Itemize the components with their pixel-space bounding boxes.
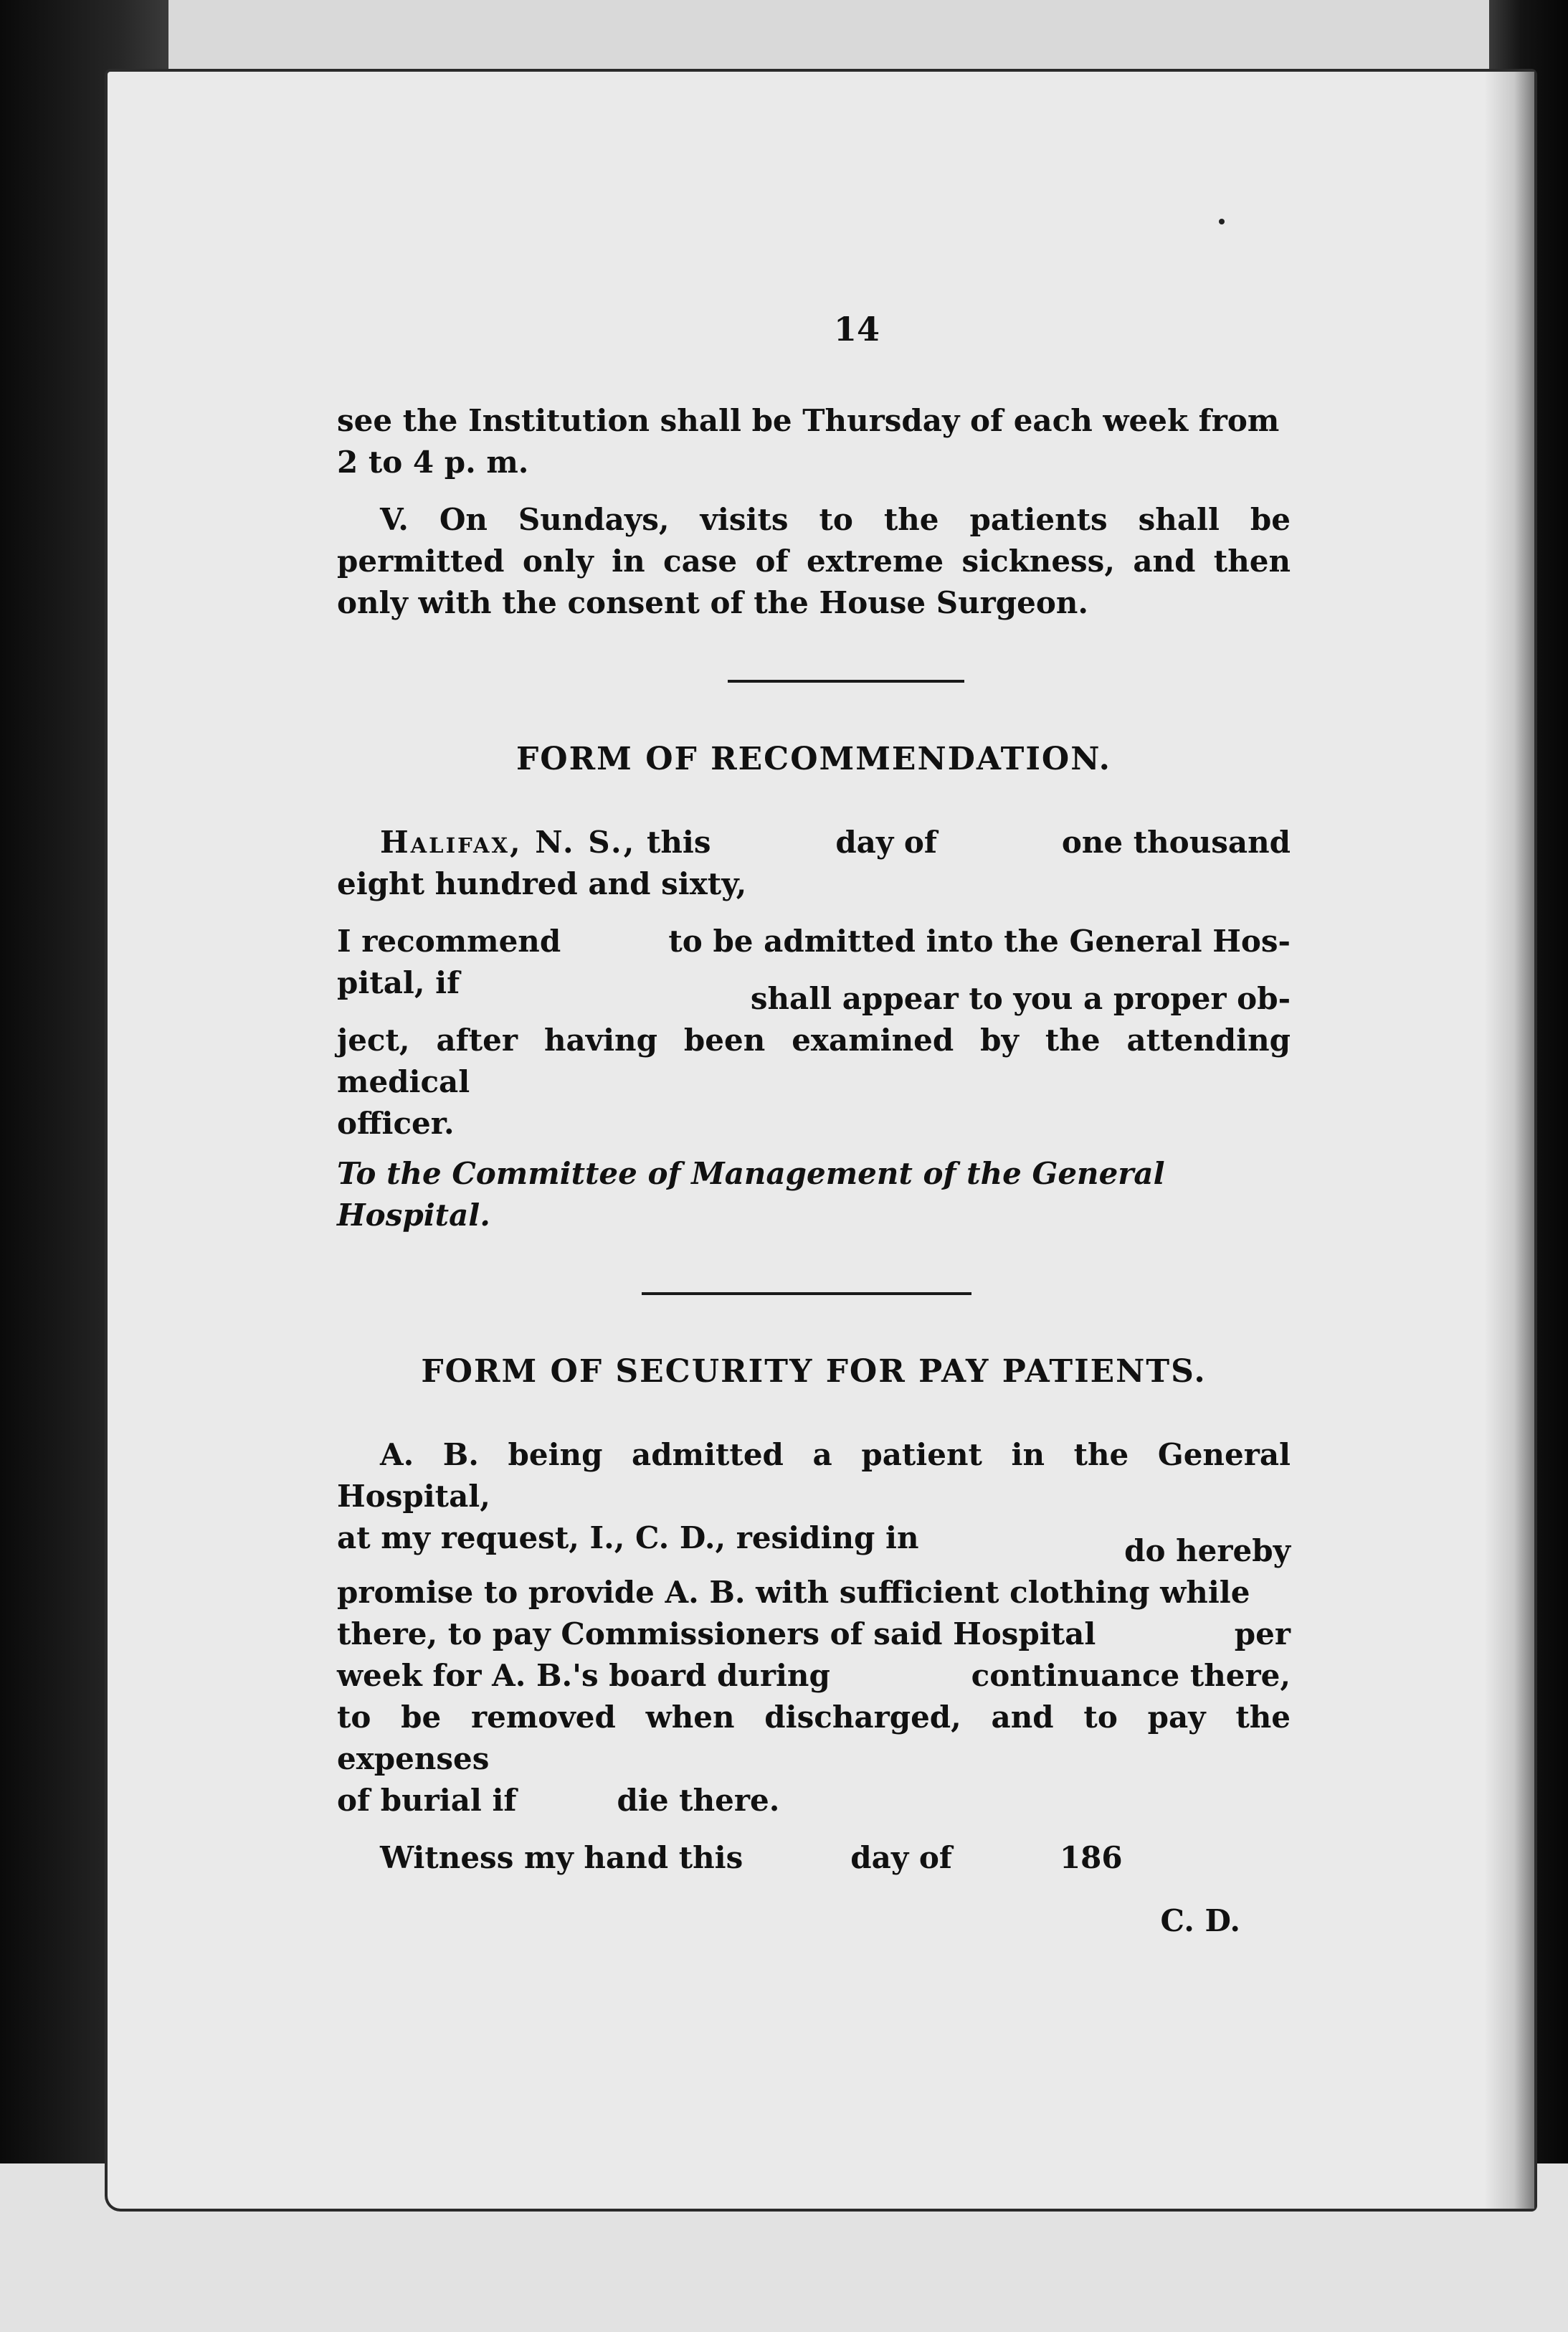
- recommendation-line: pital, if shall appear to you a proper ob-: [337, 965, 1291, 1016]
- recommendation-line: officer.: [337, 1106, 455, 1141]
- section-divider: [728, 680, 964, 683]
- recommendation-addressee: To the Committee of Management of the General Hospital.: [337, 1156, 1165, 1233]
- recommendation-line: Halifax, N. S., this day of one thousand: [380, 825, 1291, 860]
- security-line: at my request, I., C. D., residing in do hereby: [337, 1520, 1291, 1568]
- security-line: A. B. being admitted a patient in the General Hospital,: [337, 1437, 1291, 1514]
- paragraph-line: see the Institution shall be Thursday of each week from: [337, 403, 1280, 438]
- recommendation-line: I recommend to be admitted into the General Hos-: [337, 924, 1291, 959]
- ink-speck: [1219, 219, 1225, 224]
- paragraph-rule-v: V. On Sundays, visits to the patients shall be permitted only in case of extreme sickness, and then only with the consent of the House Surgeon.: [337, 502, 1291, 620]
- section-divider: [642, 1292, 971, 1295]
- page-spine-shadow: [1484, 72, 1534, 2209]
- scan-background-top: [0, 0, 1568, 72]
- recommendation-line: ject, after having been examined by the attending medical: [337, 1023, 1291, 1099]
- witness-line: Witness my hand this day of 186: [380, 1840, 1123, 1875]
- recommendation-line: eight hundred and sixty,: [337, 866, 747, 901]
- security-line: there, to pay Commissioners of said Hospital per: [337, 1616, 1291, 1651]
- recommendation-heading: FORM OF RECOMMENDATION.: [516, 741, 1111, 777]
- signature: C. D.: [1160, 1903, 1240, 1938]
- place-name: Halifax, N. S.,: [380, 825, 637, 860]
- security-heading: FORM OF SECURITY FOR PAY PATIENTS.: [421, 1353, 1207, 1390]
- page-content: [337, 308, 1291, 1942]
- security-line: week for A. B.'s board during continuance there,: [337, 1658, 1291, 1693]
- security-line: promise to provide A. B. with sufficient clothing while: [337, 1575, 1250, 1610]
- page-number: 14: [833, 310, 880, 349]
- security-line: to be removed when discharged, and to pay the expenses: [337, 1700, 1291, 1776]
- security-line: of burial if die there.: [337, 1783, 780, 1818]
- paragraph-line: 2 to 4 p. m.: [337, 445, 529, 480]
